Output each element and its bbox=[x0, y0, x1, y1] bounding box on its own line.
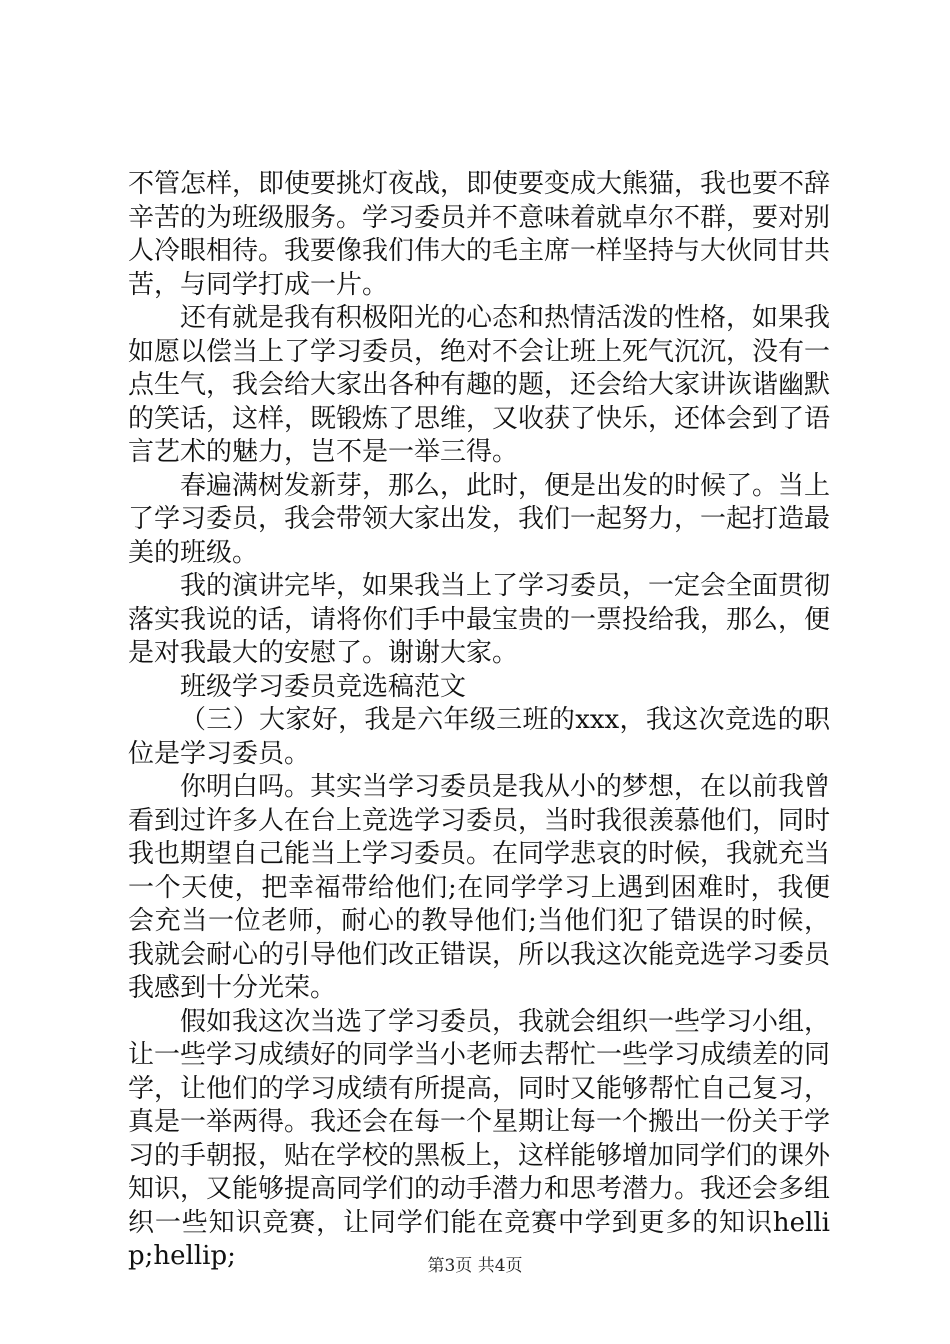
paragraph-7: 你明白吗。其实当学习委员是我从小的梦想，在以前我曾看到过许多人在台上竞选学习委员，当时我很羡慕他们，同时我也期望自己能当上学习委员。在同学悲哀的时候，我就充当一个天使，把幸福带给他们;在同学学习上遇到困难时，我便会充当一位老师，耐心的教导他们;当他们犯了错误的时候，我就会耐心的引导他们改正错误，所以我这次能竞选学习委员我感到十分光荣。 bbox=[128, 772, 831, 1003]
page-footer: 第3页 共4页 bbox=[427, 1256, 523, 1276]
section-heading: 班级学习委员竞选稿范文 bbox=[180, 671, 467, 702]
paragraph-2: 还有就是我有积极阳光的心态和热情活泼的性格，如果我如愿以偿当上了学习委员，绝对不会让班上死气沉沉，没有一点生气，我会给大家出各种有趣的题，还会给大家讲诙谐幽默的笑话，这样，既锻炼了思维，又收获了快乐，还体会到了语言艺术的魅力，岂不是一举三得。 bbox=[128, 303, 831, 467]
paragraph-4: 我的演讲完毕，如果我当上了学习委员，一定会全面贯彻落实我说的话，请将你们手中最宝贵的一票投给我，那么，便是对我最大的安慰了。谢谢大家。 bbox=[128, 571, 831, 668]
document-body bbox=[128, 168, 830, 1274]
paragraph-6: （三）大家好，我是六年级三班的xxx，我这次竞选的职位是学习委员。 bbox=[128, 705, 830, 769]
paragraph-1: 不管怎样，即使要挑灯夜战，即使要变成大熊猫，我也要不辞辛苦的为班级服务。学习委员并不意味着就卓尔不群，要对别人冷眼相待。我要像我们伟大的毛主席一样坚持与大伙同甘共苦，与同学打成一片。 bbox=[128, 169, 831, 300]
paragraph-3: 春遍满树发新芽，那么，此时，便是出发的时候了。当上了学习委员，我会带领大家出发，我们一起努力，一起打造最美的班级。 bbox=[128, 470, 831, 568]
paragraph-8: 假如我这次当选了学习委员，我就会组织一些学习小组，让一些学习成绩好的同学当小老师去帮忙一些学习成绩差的同学，让他们的学习成绩有所提高，同时又能够帮忙自己复习，真是一举两得。我还会在每一个星期让每一个搬出一份关于学习的手朝报，贴在学校的黑板上，这样能够增加同学们的课外知识，又能够提高同学们的动手潜力和思考潜力。我还会多组织一些知识竞赛，让同学们能在竞赛中学到更多的知识hellip;hellip; bbox=[128, 1006, 831, 1271]
